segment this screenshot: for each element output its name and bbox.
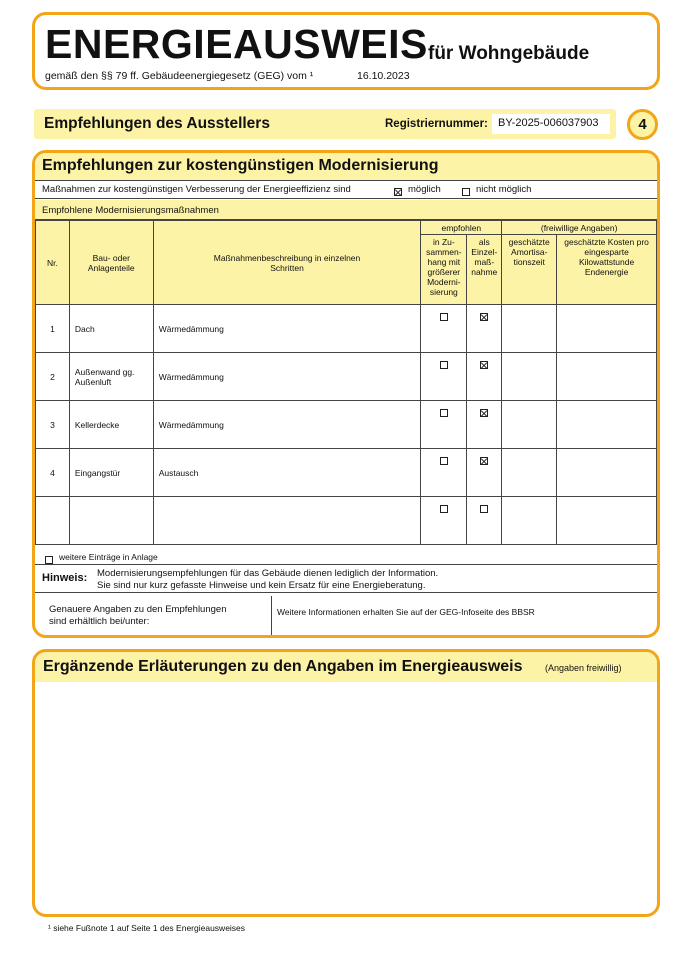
- row-single-checkbox[interactable]: [467, 449, 502, 497]
- explanations-section: [32, 649, 660, 917]
- row-combined-checkbox[interactable]: [421, 353, 467, 401]
- row-description: [153, 497, 421, 545]
- modernisation-title: Empfehlungen zur kostengünstigen Modernisierung: [42, 157, 439, 174]
- row-amortisation: [502, 401, 557, 449]
- measures-row: [35, 181, 657, 199]
- row-part: [69, 497, 153, 545]
- not-possible-label: nicht möglich: [476, 184, 532, 195]
- more-entries-row: [35, 548, 657, 565]
- recommendations-bar: [34, 109, 616, 139]
- explanations-optional-note: (Angaben freiwillig): [545, 663, 622, 673]
- registration-label: Registriernummer:: [385, 118, 488, 130]
- row-amortisation: [502, 353, 557, 401]
- row-nr: 1: [36, 305, 70, 353]
- row-nr: 4: [36, 449, 70, 497]
- row-single-checkbox[interactable]: [467, 497, 502, 545]
- row-part: Dach: [69, 305, 153, 353]
- row-combined-checkbox[interactable]: [421, 401, 467, 449]
- explanations-textarea[interactable]: [35, 682, 657, 914]
- explanations-title: Ergänzende Erläuterungen zu den Angaben im Energieausweis: [43, 658, 523, 675]
- page-number: 4: [627, 109, 658, 140]
- row-nr: 3: [36, 401, 70, 449]
- row-single-checkbox[interactable]: [467, 353, 502, 401]
- row-costs: [557, 449, 657, 497]
- hint-label: Hinweis:: [42, 572, 88, 584]
- hint-line-1: Modernisierungsempfehlungen für das Gebäude dienen lediglich der Information.: [97, 568, 439, 579]
- recommendations-title: Empfehlungen des Ausstellers: [44, 115, 270, 132]
- row-single-checkbox[interactable]: [467, 305, 502, 353]
- document-title: ENERGIEAUSWEIS: [45, 21, 428, 67]
- row-description: Wärmedämmung: [153, 305, 421, 353]
- row-description: Wärmedämmung: [153, 353, 421, 401]
- not-possible-checkbox[interactable]: [462, 183, 470, 201]
- row-part: Außenwand gg. Außenluft: [69, 353, 153, 401]
- hint-line-2: Sie sind nur kurz gefasste Hinweise und kein Ersatz für eine Energieberatung.: [97, 580, 426, 591]
- row-description: Wärmedämmung: [153, 401, 421, 449]
- column-header-optional: (freiwillige Angaben): [502, 221, 657, 235]
- row-combined-checkbox[interactable]: [421, 305, 467, 353]
- more-entries-label: weitere Einträge in Anlage: [59, 552, 158, 562]
- possible-checkbox[interactable]: [394, 183, 402, 201]
- details-line-2: sind erhältlich bei/unter:: [49, 616, 150, 627]
- recommended-measures-label: Empfohlene Modernisierungsmaßnahmen: [42, 205, 219, 216]
- row-part: Eingangstür: [69, 449, 153, 497]
- row-amortisation: [502, 305, 557, 353]
- row-amortisation: [502, 497, 557, 545]
- column-header-part: Bau- oder Anlagenteile: [69, 221, 153, 305]
- hint-row: [35, 565, 657, 593]
- measures-text: Maßnahmen zur kostengünstigen Verbesserung der Energieeffizienz sind: [42, 184, 351, 195]
- document-title-suffix: für Wohngebäude: [428, 43, 590, 64]
- row-costs: [557, 305, 657, 353]
- table-row: [36, 305, 657, 353]
- column-header-combined: in Zu-sammen-hang mit größerer Moderni-sierung: [421, 235, 467, 305]
- row-nr: 2: [36, 353, 70, 401]
- column-header-single: als Einzel-maß-nahme: [467, 235, 502, 305]
- footnote: ¹ siehe Fußnote 1 auf Seite 1 des Energieausweises: [48, 923, 246, 933]
- row-amortisation: [502, 449, 557, 497]
- row-single-checkbox[interactable]: [467, 401, 502, 449]
- row-costs: [557, 497, 657, 545]
- table-row: [36, 449, 657, 497]
- recommended-measures-row: [35, 200, 657, 220]
- row-costs: [557, 353, 657, 401]
- column-header-amortisation: geschätzte Amortisa-tionszeit: [502, 235, 557, 305]
- column-header-costs: geschätzte Kosten pro eingesparte Kilowattstunde Endenergie: [557, 235, 657, 305]
- row-part: Kellerdecke: [69, 401, 153, 449]
- possible-label: möglich: [408, 184, 441, 195]
- modernisation-header: [35, 153, 657, 181]
- explanations-header: [35, 652, 657, 682]
- column-header-description: Maßnahmenbeschreibung in einzelnen Schritten: [153, 221, 421, 305]
- row-combined-checkbox[interactable]: [421, 449, 467, 497]
- registration-number: BY-2025-006037903: [492, 114, 610, 134]
- row-costs: [557, 401, 657, 449]
- row-nr: [36, 497, 70, 545]
- details-row: [35, 593, 657, 638]
- document-header: [32, 12, 660, 90]
- table-row: [36, 401, 657, 449]
- details-value: Weitere Informationen erhalten Sie auf der GEG-Infoseite des BBSR: [277, 607, 535, 617]
- law-date: 16.10.2023: [357, 70, 410, 82]
- modernisation-section: [32, 150, 660, 638]
- row-description: Austausch: [153, 449, 421, 497]
- row-combined-checkbox[interactable]: [421, 497, 467, 545]
- legal-basis: gemäß den §§ 79 ff. Gebäudeenergiegesetz (GEG) vom ¹: [45, 70, 314, 82]
- measures-table: [35, 220, 657, 545]
- table-row: [36, 497, 657, 545]
- column-header-nr: Nr.: [36, 221, 70, 305]
- table-row: [36, 353, 657, 401]
- column-header-recommended: empfohlen: [421, 221, 502, 235]
- details-divider: [271, 596, 272, 636]
- details-line-1: Genauere Angaben zu den Empfehlungen: [49, 604, 227, 615]
